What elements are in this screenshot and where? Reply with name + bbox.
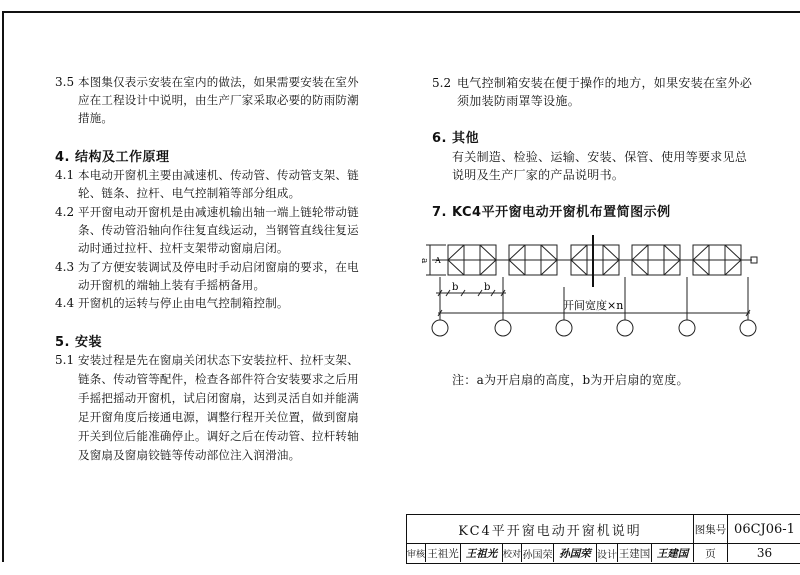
text-line: 开窗机的运转与停止由电气控制箱控制。 <box>78 296 289 310</box>
text-line: 须加装防雨罩等设施。 <box>457 94 581 108</box>
designer-signature: 王建国 <box>652 544 694 562</box>
atlas-number: 06CJ06-1 <box>728 515 800 544</box>
section-number: 4.1 <box>55 168 75 182</box>
text-line: 电气控制箱安装在便于操作的地方，如果安装在室外必 <box>457 76 753 90</box>
heading-installation: 5. 安装 <box>55 335 103 350</box>
dimension-a-label: a <box>419 258 429 264</box>
span-dimension-label: 开间宽度×n <box>563 299 624 312</box>
axis-bubble <box>495 320 511 336</box>
text-line: 手摇把摇动开窗机，试启闭窗扇，达到灵活自如并能满 <box>78 391 359 405</box>
diagram-note: 注：a为开启扇的高度，b为开启扇的宽度。 <box>452 373 689 387</box>
text-line: 轮、链条、拉杆、电气控制箱等部分组成。 <box>78 186 301 200</box>
text-line: 安装过程是先在窗扇关闭状态下安装拉杆、拉杆支架、 <box>78 353 359 367</box>
text-line: 应在工程设计中说明，由生产厂家采取必要的防雨防潮 <box>78 93 359 107</box>
axis-bubble <box>617 320 633 336</box>
text-line: 平开窗电动开窗机是由减速机输出轴一端上链轮带动链 <box>78 205 359 219</box>
text-line: 措施。 <box>78 111 114 125</box>
heading-layout-diagram: 7. KC4平开窗电动开窗机布置简图示例 <box>432 205 671 220</box>
text-line: 链条、传动管等配件，检查各部件符合安装要求之后用 <box>78 372 359 386</box>
text-line: 动开窗机的端轴上装有手摇柄备用。 <box>78 278 266 292</box>
axis-bubble <box>556 320 572 336</box>
axis-bubble <box>679 320 695 336</box>
checker-name: 孙国荣 <box>522 544 554 562</box>
text-line: 有关制造、检验、运输、安装、保管、使用等要求见总 <box>452 150 748 164</box>
checker-signature: 孙国荣 <box>554 544 597 562</box>
section-number: 4.4 <box>55 296 75 310</box>
text-line: 条、传动管沿轴向作往复直线运动，当钢管直线往复运 <box>78 223 359 237</box>
text-line: 本电动开窗机主要由减速机、传动管、传动管支架、链 <box>78 168 359 182</box>
text-line: 本图集仅表示安装在室内的做法，如果需要安装在室外 <box>78 75 359 89</box>
section-number: 4.3 <box>55 260 75 274</box>
reviewer-signature: 王祖光 <box>461 544 503 562</box>
section-number: 4.2 <box>55 205 75 219</box>
page-number: 36 <box>756 546 773 560</box>
text-line: 开关到位后能准确停止。调好之后在传动管、拉杆转轴 <box>78 429 359 443</box>
review-label: 审核 <box>407 544 426 562</box>
section-number: 5.1 <box>55 353 75 367</box>
dimension-b-label: b <box>484 282 491 293</box>
heading-other: 6. 其他 <box>432 131 480 146</box>
drawing-title: KC4平开窗电动开窗机说明 <box>407 515 694 544</box>
text-line: 及窗扇及窗扇铰链等传动部位注入润滑油。 <box>78 448 301 462</box>
page-label: 页 <box>694 544 728 562</box>
heading-structure: 4. 结构及工作原理 <box>55 150 170 165</box>
section-number: 5.2 <box>432 76 452 90</box>
text-line: 动时通过拉杆、拉杆支架带动窗扇启闭。 <box>78 241 289 255</box>
section-number: 3.5 <box>55 75 75 89</box>
text-line: 足开窗角度后接通电源，调整行程开关位置，做到窗扇 <box>78 410 359 424</box>
reviewer-name: 王祖光 <box>426 544 461 562</box>
axis-bubble <box>740 320 756 336</box>
dimension-b-label: b <box>452 282 459 293</box>
check-label: 校对 <box>503 544 522 562</box>
axis-bubble <box>432 320 448 336</box>
text-line: 说明及生产厂家的产品说明书。 <box>452 168 625 182</box>
title-block <box>406 514 800 564</box>
design-label: 设计 <box>597 544 618 562</box>
designer-name: 王建国 <box>618 544 652 562</box>
dimension-A-label: A <box>435 256 441 265</box>
atlas-number-label: 图集号 <box>694 515 728 544</box>
text-line: 为了方便安装调试及停电时手动启闭窗扇的要求，在电 <box>78 260 359 274</box>
